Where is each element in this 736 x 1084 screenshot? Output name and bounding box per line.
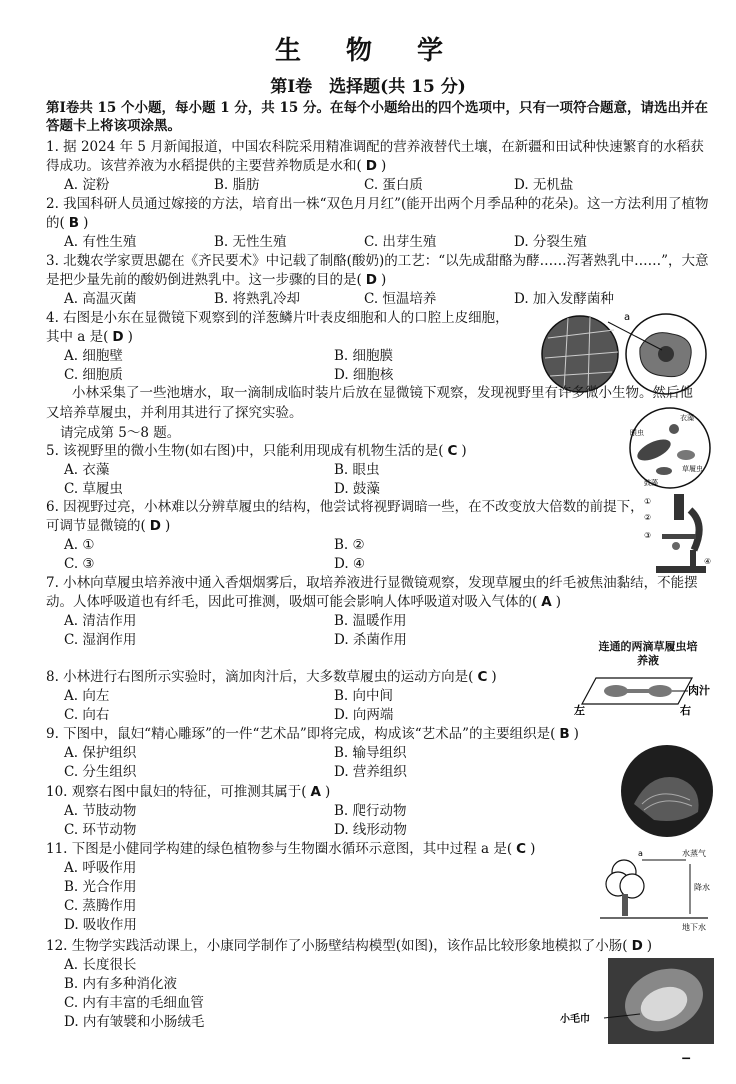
answer-mark: B [559, 726, 570, 742]
answer-mark: A [310, 784, 321, 800]
question-stem: 3. 北魏农学家贾思勰在《齐民要术》中记载了制酪(酸奶)的工艺：“以先成甜酪为酵……泻著熟乳中……”，大意是把少量先前的酸奶倒进熟乳中。这一步骤的目的是( [46, 253, 709, 288]
question-stem: 6. 因视野过亮，小林难以分辨草履虫的结构，他尝试将视野调暗一些，在不改变放大倍数的前提下，可调节显微镜的( [46, 499, 644, 534]
question-4: 4. 右图是小东在显微镜下观察到的洋葱鳞片叶表皮细胞和人的口腔上皮细胞，其中 a 是( D ) A. 细胞壁 B. 细胞膜 C. 细胞质 D. 细胞核 [46, 309, 516, 385]
option-b: B. 眼虫 [334, 462, 380, 478]
option-d: D. 鼓藻 [334, 481, 380, 497]
option-b: B. 温暖作用 [334, 613, 407, 629]
question-1: 1. 据 2024 年 5 月新闻报道，中国农科院采用精准调配的营养液替代土壤，在新疆和田试种快速繁育的水稻获得成功。该营养液为水稻提供的主要营养物质是水和( D ) A. 淀粉 B. 脂肪 C. 蛋白质 D. 无机盐 [46, 139, 704, 193]
option-d: D. 线形动物 [334, 822, 407, 838]
option-a: A. 向左 [64, 688, 110, 704]
story-passage [46, 383, 706, 443]
option-d: D. ④ [334, 556, 366, 572]
option-b: B. ② [334, 537, 365, 553]
option-a: A. 高温灭菌 [64, 291, 137, 307]
story-text: 小林采集了一些池塘水，取一滴制成临时装片后放在显微镜下观察，发现视野里有许多微小生物。然后他又培养草履虫，并利用其进行了探究实验。 [46, 385, 693, 421]
question-stem: 12. 生物学实践活动课上，小康同学制作了小肠壁结构模型(如图)，该作品比较形象地模拟了小肠( [46, 938, 628, 954]
answer-mark: A [541, 594, 552, 610]
option-a: A. 节肢动物 [64, 803, 137, 819]
answer-mark: C [516, 841, 527, 857]
option-c: C. 内有丰富的毛细血管 [64, 995, 204, 1011]
question-10: 10. 观察右图中鼠妇的特征，可推测其属于( A ) A. 节肢动物 B. 爬行动物 C. 环节动物 D. 线形动物 [46, 783, 606, 840]
question-stem: 5. 该视野里的微小生物(如右图)中，只能利用现成有机物生活的是( [46, 443, 444, 459]
answer-mark: D [365, 158, 377, 174]
option-c: C. 环节动物 [64, 822, 137, 838]
svg-text:衣藻: 衣藻 [680, 414, 694, 422]
option-d: D. 向两端 [334, 707, 394, 723]
answer-mark: B [68, 215, 80, 231]
question-stem: 7. 小林向草履虫培养液中通入香烟烟雾后，取培养液进行显微镜观察，发现草履虫的纤毛被焦油黏结，不能摆动。人体呼吸道也有纤毛，因此可推测，吸烟可能会影响人体呼吸道对吸入气体的( [46, 575, 698, 610]
question-12: 12. 生物学实践活动课上，小康同学制作了小肠壁结构模型(如图)，该作品比较形象地模拟了小肠( D ) A. 长度很长 B. 内有多种消化液 C. 内有丰富的毛细血管 D. 内有皱襞和小肠绒毛 [46, 937, 714, 1032]
option-b: B. 脂肪 [214, 177, 260, 193]
option-a: A. 呼吸作用 [64, 860, 137, 876]
option-d: D. 吸收作用 [64, 917, 137, 933]
svg-text:小毛巾: 小毛巾 [560, 1014, 590, 1025]
option-d: D. 无机盐 [514, 177, 574, 193]
section-subtitle: 第Ⅰ卷 选择题(共 15 分) [270, 77, 466, 97]
option-b: B. 输导组织 [334, 745, 407, 761]
option-d: D. 内有皱襞和小肠绒毛 [64, 1014, 205, 1030]
option-d: D. 营养组织 [334, 764, 407, 780]
svg-text:左: 左 [574, 704, 585, 716]
option-a: A. 保护组织 [64, 745, 137, 761]
answer-mark: C [477, 669, 488, 685]
answer-mark: D [112, 329, 124, 345]
question-3: 3. 北魏农学家贾思勰在《齐民要术》中记载了制酪(酸奶)的工艺：“以先成甜酪为酵……泻著熟乳中……”，大意是把少量先前的酸奶倒进熟乳中。这一步骤的目的是( D ) A. 高温灭菌 B. 将熟乳冷却 C. 恒温培养 D. 加入发酵菌种 [46, 253, 709, 307]
option-d: D. 杀菌作用 [334, 632, 407, 648]
svg-text:④: ④ [704, 557, 712, 566]
svg-text:草履虫: 草履虫 [682, 465, 703, 473]
option-c: C. 蛋白质 [364, 177, 423, 193]
option-b: B. 无性生殖 [214, 234, 287, 250]
option-a: A. 有性生殖 [64, 234, 137, 250]
question-7: 7. 小林向草履虫培养液中通入香烟烟雾后，取培养液进行显微镜观察，发现草履虫的纤毛被焦油黏结，不能摆动。人体呼吸道也有纤毛，因此可推测，吸烟可能会影响人体呼吸道对吸入气体的( A ) A. 清洁作用 B. 温暖作用 C. 湿润作用 D. 杀菌作用 [46, 575, 698, 648]
option-d: D. 加入发酵菌种 [514, 291, 614, 307]
question-9: 9. 下图中，鼠妇“精心雕琢”的一件“艺术品”即将完成，构成该“艺术品”的主要组织是( B ) A. 保护组织 B. 输导组织 C. 分生组织 D. 营养组织 [46, 726, 579, 780]
question-stem: 4. 右图是小东在显微镜下观察到的洋葱鳞片叶表皮细胞和人的口腔上皮细胞，其中 a 是( [46, 310, 509, 345]
page-mark: ▔ [682, 1059, 690, 1070]
svg-text:水蒸气: 水蒸气 [682, 849, 706, 858]
answer-mark: C [447, 443, 458, 459]
option-a: A. 清洁作用 [64, 613, 137, 629]
svg-text:①: ① [644, 497, 652, 506]
option-d: D. 分裂生殖 [514, 234, 587, 250]
option-b: B. 细胞膜 [334, 348, 394, 364]
option-c: C. 分生组织 [64, 764, 137, 780]
question-stem: 9. 下图中，鼠妇“精心雕琢”的一件“艺术品”即将完成，构成该“艺术品”的主要组织是( [46, 726, 556, 742]
option-b: B. 爬行动物 [334, 803, 407, 819]
option-c: C. 细胞质 [64, 367, 123, 383]
option-c: C. 向右 [64, 707, 110, 723]
question-stem: 8. 小林进行右图所示实验时，滴加肉汁后，大多数草履虫的运动方向是( [46, 669, 474, 685]
woodlouse-figure [620, 742, 714, 840]
question-stem: 10. 观察右图中鼠妇的特征，可推测其属于( [46, 784, 307, 800]
svg-text:②: ② [644, 513, 652, 522]
svg-text:右: 右 [680, 704, 691, 716]
question-2: 2. 我国科研人员通过嫁接的方法，培育出一株“双色月月红”(能开出两个月季品种的花朵)。这一方法利用了植物的( B ) A. 有性生殖 B. 无性生殖 C. 出芽生殖 D. 分裂生殖 [46, 196, 709, 250]
microorganisms-figure [624, 405, 716, 491]
option-b: B. 向中间 [334, 688, 394, 704]
story-lead: 请完成第 5～8 题。 [60, 425, 181, 441]
option-a: A. 细胞壁 [64, 348, 123, 364]
question-11: 11. 下图是小健同学构建的绿色植物参与生物圈水循环示意图，其中过程 a 是( C ) A. 呼吸作用 B. 光合作用 C. 蒸腾作用 D. 吸收作用 [46, 840, 606, 935]
svg-text:地下水: 地下水 [682, 923, 706, 932]
answer-mark: D [365, 272, 377, 288]
option-c: C. 蒸腾作用 [64, 898, 137, 914]
option-b: B. 将熟乳冷却 [214, 291, 301, 307]
option-b: B. 光合作用 [64, 879, 137, 895]
intestine-model-figure [560, 958, 716, 1046]
option-a: A. 长度很长 [64, 957, 137, 973]
question-stem: 11. 下图是小健同学构建的绿色植物参与生物圈水循环示意图，其中过程 a 是( [46, 841, 513, 857]
svg-text:③: ③ [644, 531, 652, 540]
question-6: 6. 因视野过亮，小林难以分辨草履虫的结构，他尝试将视野调暗一些，在不改变放大倍数的前提下，可调节显微镜的( D ) A. ① B. ② C. ③ D. ④ [46, 499, 644, 572]
svg-text:鼓藻: 鼓藻 [644, 479, 658, 487]
option-b: B. 内有多种消化液 [64, 976, 178, 992]
culture-figure [572, 672, 714, 716]
label-a: a [624, 312, 631, 323]
microscope-figure [642, 490, 716, 576]
page-title: 生 物 学 [274, 36, 462, 66]
option-c: C. 恒温培养 [364, 291, 437, 307]
section-instructions: 第Ⅰ卷共 15 个小题，每小题 1 分，共 15 分。在每个小题给出的四个选项中，只有一项符合题意，请选出并在答题卡上将该项涂黑。 [46, 100, 708, 134]
question-stem: 2. 我国科研人员通过嫁接的方法，培育出一株“双色月月红”(能开出两个月季品种的花朵)。这一方法利用了植物的( [46, 196, 709, 231]
svg-text:眼虫: 眼虫 [630, 429, 644, 437]
option-c: C. 草履虫 [64, 481, 123, 497]
option-c: C. ③ [64, 556, 95, 572]
option-c: C. 湿润作用 [64, 632, 137, 648]
svg-text:a: a [638, 849, 643, 858]
water-cycle-figure [598, 838, 714, 934]
option-a: A. 淀粉 [64, 177, 110, 193]
svg-text:肉汁: 肉汁 [688, 684, 710, 697]
question-5: 5. 该视野里的微小生物(如右图)中，只能利用现成有机物生活的是( C ) A. 衣藻 B. 眼虫 C. 草履虫 D. 鼓藻 [46, 442, 606, 499]
question-8: 8. 小林进行右图所示实验时，滴加肉汁后，大多数草履虫的运动方向是( C ) A. 向左 B. 向中间 C. 向右 D. 向两端 [46, 668, 586, 725]
option-c: C. 出芽生殖 [364, 234, 437, 250]
answer-mark: D [631, 938, 643, 954]
option-a: A. ① [64, 537, 95, 553]
answer-mark: D [149, 518, 161, 534]
option-d: D. 细胞核 [334, 367, 394, 383]
culture-caption: 连通的两滴草履虫培养液 [598, 640, 698, 667]
option-a: A. 衣藻 [64, 462, 110, 478]
svg-text:降水: 降水 [694, 883, 710, 892]
question-stem: 1. 据 2024 年 5 月新闻报道，中国农科院采用精准调配的营养液替代土壤，在新疆和田试种快速繁育的水稻获得成功。该营养液为水稻提供的主要营养物质是水和( [46, 139, 704, 174]
